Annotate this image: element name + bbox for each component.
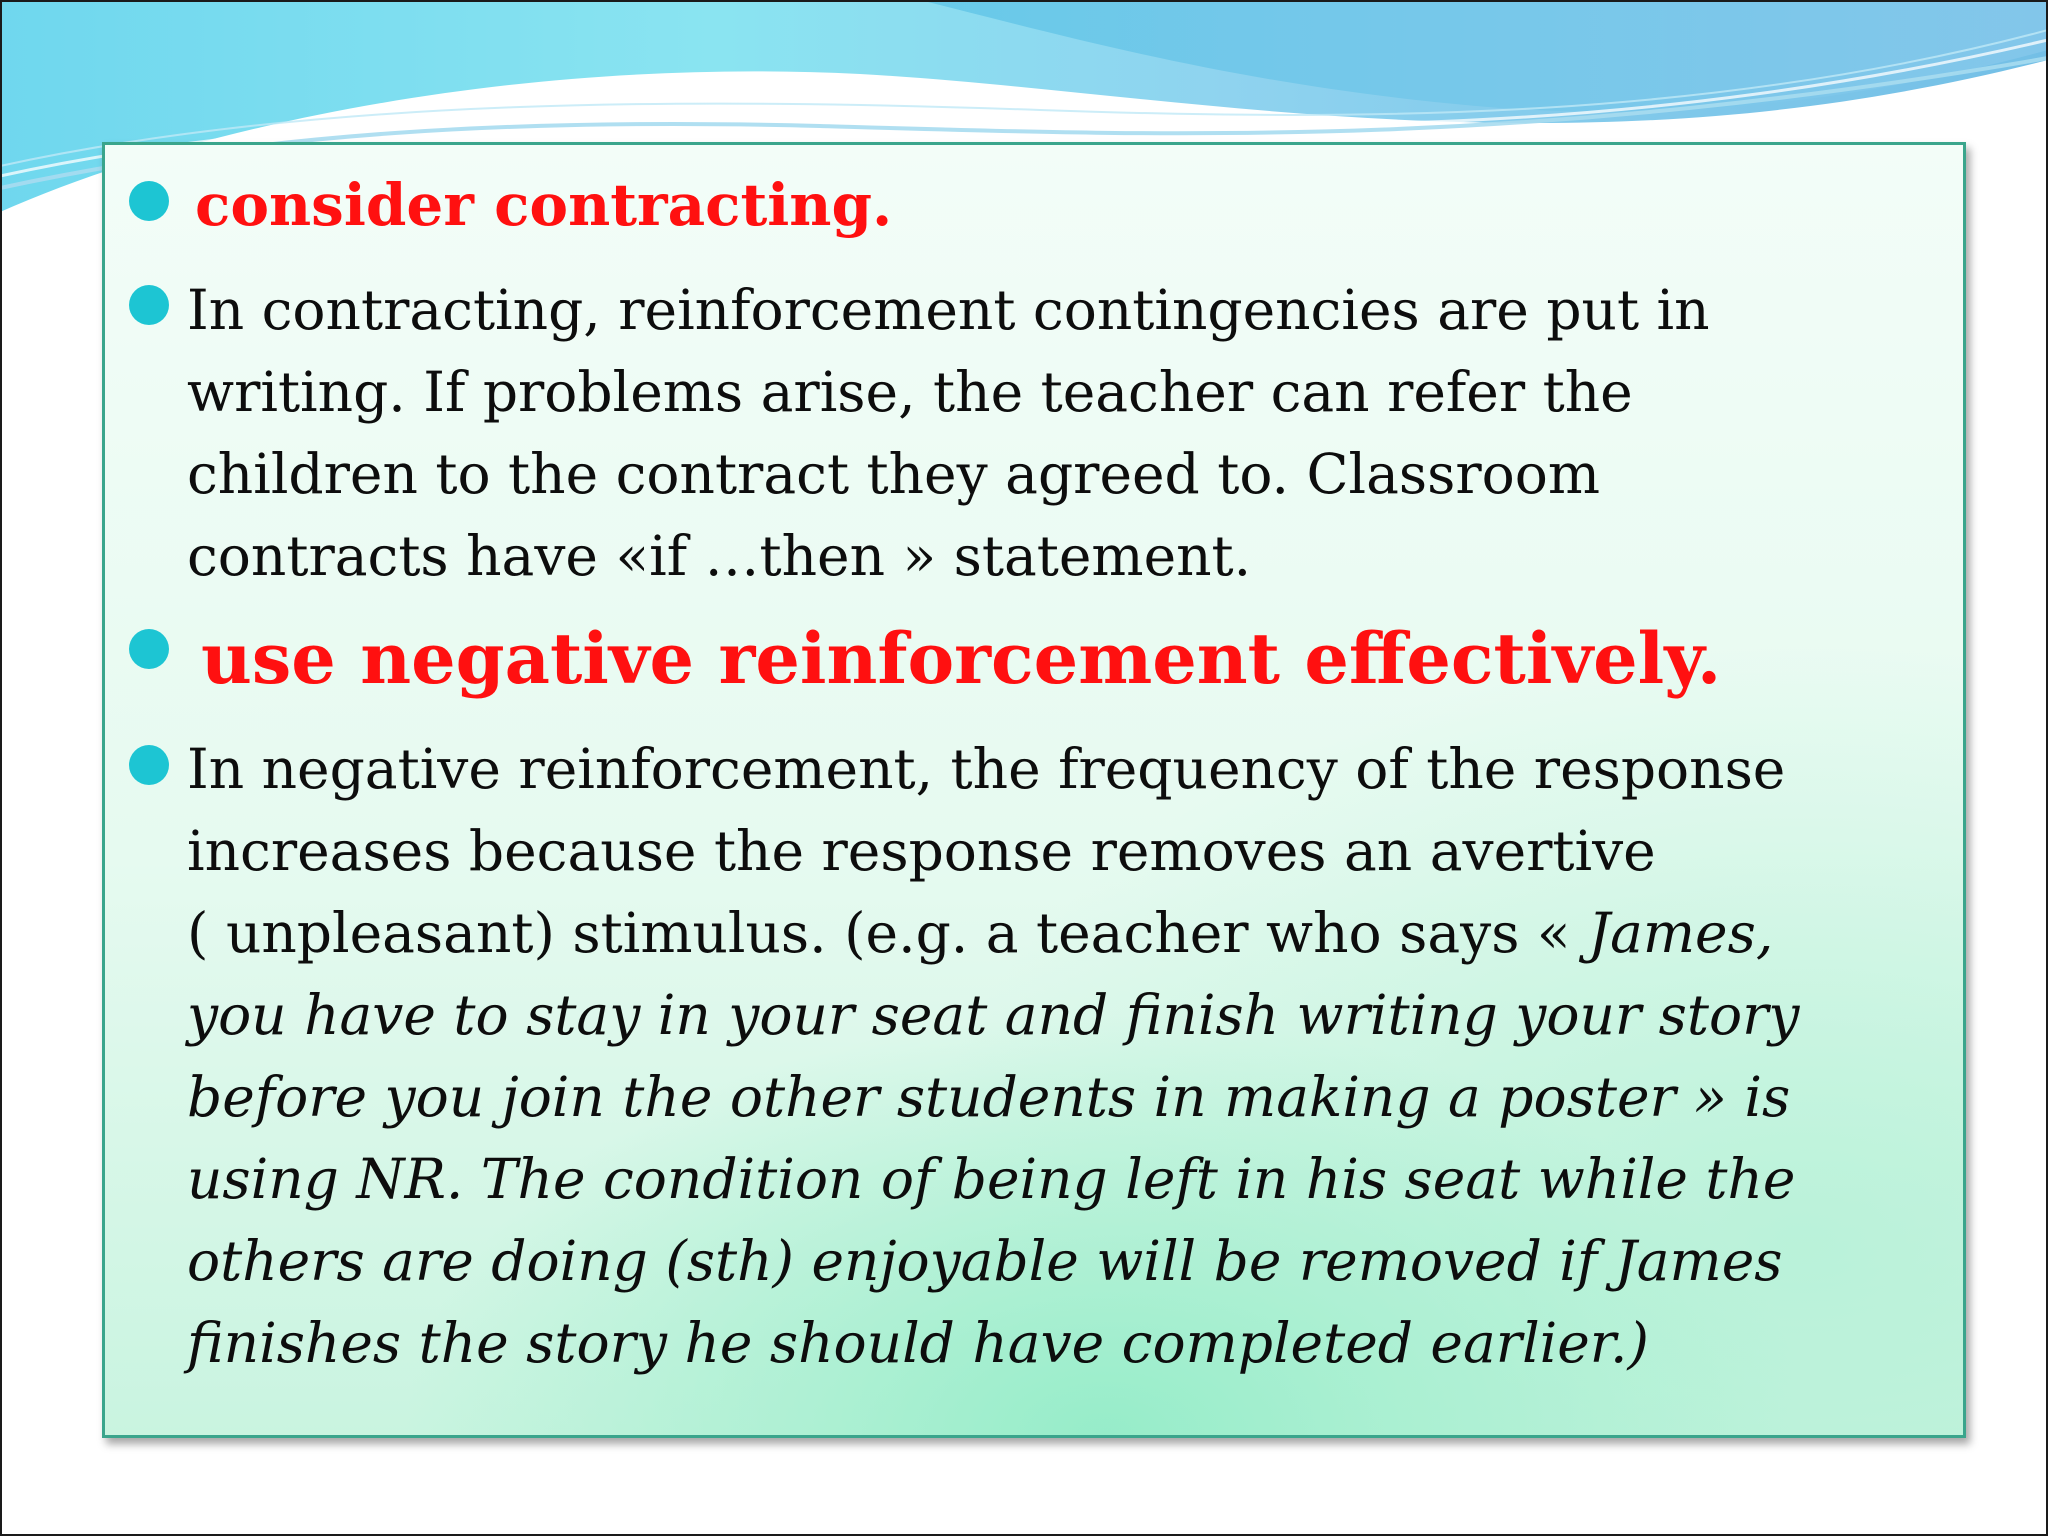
paragraph-line-italic: finishes the story he should have completed earlier.) — [187, 1311, 1649, 1375]
content-box — [102, 142, 1966, 1438]
paragraph-text-plain: » is — [1675, 1065, 1791, 1129]
paragraph-text-italic: James, — [1588, 901, 1774, 965]
filled-circle-bullet-icon — [129, 629, 169, 669]
paragraph-line-italic: you have to stay in your seat and finish writing your story — [187, 983, 1800, 1047]
paragraph-line: increases because the response removes an avertive — [187, 819, 1656, 883]
paragraph-line: children to the contract they agreed to. Classroom — [187, 442, 1601, 506]
paragraph-contracting — [187, 269, 1907, 597]
filled-circle-bullet-icon — [129, 181, 169, 221]
paragraph-line — [187, 1056, 1907, 1138]
heading-consider-contracting: consider contracting. — [195, 171, 893, 239]
paragraph-text-italic: before you join the other students in making a poster — [187, 1065, 1676, 1129]
paragraph-line: In negative reinforcement, the frequency of the response — [187, 737, 1786, 801]
paragraph-line: contracts have «if …then » statement. — [187, 524, 1252, 588]
paragraph-line: In contracting, reinforcement contingencies are put in — [187, 278, 1710, 342]
filled-circle-bullet-icon — [129, 745, 169, 785]
paragraph-line: writing. If problems arise, the teacher can refer the — [187, 360, 1633, 424]
paragraph-line-italic: others are doing (sth) enjoyable will be removed if James — [187, 1229, 1783, 1293]
filled-circle-bullet-icon — [129, 285, 169, 325]
paragraph-line-italic: using NR. The condition of being left in his seat while the — [187, 1147, 1796, 1211]
paragraph-negative-reinforcement — [187, 728, 1907, 1384]
paragraph-line — [187, 892, 1907, 974]
paragraph-text-plain: ( unpleasant) stimulus. (e.g. a teacher who says « — [187, 901, 1589, 965]
heading-use-negative-reinforcement: use negative reinforcement effectively. — [201, 617, 1722, 700]
